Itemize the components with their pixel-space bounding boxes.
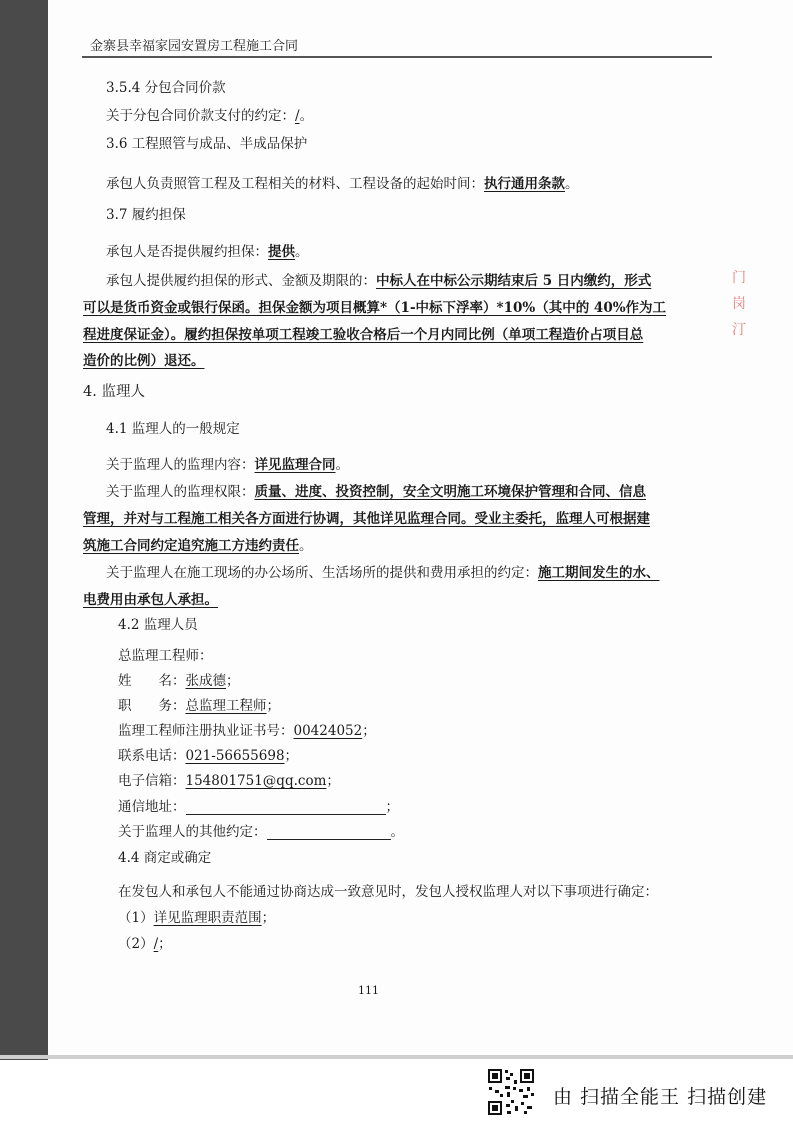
- email-line: 电子信箱：154801751@qq.com；: [118, 773, 340, 789]
- label: 关于分包合同价款支付的约定：: [106, 108, 295, 124]
- guarantee-form-line-1: 承包人提供履约担保的形式、金额及期限的：中标人在中标公示期结束后 5 日内缴约，形式: [106, 273, 652, 289]
- determination-intro: 在发包人和承包人不能通过协商达成一致意见时，发包人授权监理人对以下事项进行确定：: [118, 884, 658, 900]
- value: 施工期间发生的水、: [538, 565, 660, 581]
- value: 详见监理职责范围: [153, 910, 262, 926]
- seal-stamp: 门 岗 汀: [732, 270, 746, 338]
- care-start-line: 承包人负责照管工程及工程相关的材料、工程设备的起始时间：执行通用条款。: [106, 176, 579, 192]
- page-number: 111: [358, 984, 379, 997]
- section-3-5-4-heading: 3.5.4 分包合同价款: [106, 80, 226, 96]
- supervision-authority-line-3: 筑施工合同约定追究施工方违约责任。: [83, 538, 313, 554]
- value: 张成德: [185, 673, 226, 689]
- section-4-4-heading: 4.4 商定或确定: [118, 850, 212, 866]
- section-3-6-heading: 3.6 工程照管与成品、半成品保护: [106, 136, 308, 152]
- value: 00424052: [293, 723, 363, 739]
- scan-shadow: [0, 0, 48, 1060]
- value: 中标人在中标公示期结束后 5 日内缴约，形式: [376, 273, 652, 289]
- qr-code-icon: [487, 1068, 535, 1116]
- value: /: [295, 108, 300, 124]
- other-agreement-line: 关于监理人的其他约定： 。: [118, 824, 404, 840]
- guarantee-form-line-2: 可以是货币资金或银行保函。担保金额为项目概算*（1-中标下浮率）*10%（其中的 40%作为工: [83, 300, 667, 316]
- phone-line: 联系电话：021-56655698；: [118, 748, 299, 764]
- value: 质量、进度、投资控制，安全文明施工环境保护管理和合同、信息: [254, 484, 646, 500]
- value: 执行通用条款: [484, 176, 565, 192]
- certificate-line: 监理工程师注册执业证书号：00424052；: [118, 723, 376, 739]
- scan-shadow-bottom: [0, 1055, 793, 1059]
- value: /: [153, 936, 159, 952]
- supervision-authority-line-1: 关于监理人的监理权限：质量、进度、投资控制，安全文明施工环境保护管理和合同、信息: [106, 484, 646, 500]
- value: 详见监理合同: [254, 457, 336, 473]
- address-line: 通信地址： ；: [118, 799, 399, 815]
- scan-credit-text: 由 扫描全能王 扫描创建: [553, 1086, 768, 1108]
- supervision-authority-line-2: 管理，并对与工程施工相关各方面进行协调，其他详见监理合同。受业主委托，监理人可根据建: [83, 511, 650, 527]
- value: 提供: [268, 244, 295, 260]
- name-line: 姓 名：张成德；: [118, 673, 240, 689]
- guarantee-form-line-4: 造价的比例）退还。: [83, 353, 205, 369]
- guarantee-provided-line: 承包人是否提供履约担保：提供。: [106, 244, 309, 260]
- office-arrangement-line-2: 电费用由承包人承担。: [83, 592, 218, 608]
- header-rule: [82, 56, 712, 58]
- position-line: 职 务：总监理工程师；: [118, 698, 280, 714]
- document-header: 金寨县幸福家园安置房工程施工合同: [90, 39, 299, 54]
- other-agreement-blank: [267, 825, 391, 840]
- determination-item-1: （1）详见监理职责范围；: [118, 910, 276, 926]
- section-4-2-heading: 4.2 监理人员: [118, 617, 198, 633]
- office-arrangement-line-1: 关于监理人在施工现场的办公场所、生活场所的提供和费用承担的约定：施工期间发生的水、: [106, 565, 660, 581]
- determination-item-2: （2）/；: [118, 936, 172, 952]
- address-blank: [186, 800, 386, 815]
- supervision-content-line: 关于监理人的监理内容：详见监理合同。: [106, 457, 349, 473]
- section-3-7-heading: 3.7 履约担保: [106, 207, 186, 223]
- subcontract-payment-line: 关于分包合同价款支付的约定：/。: [106, 108, 314, 124]
- value: 154801751@qq.com: [185, 773, 327, 789]
- value: 021-56655698: [185, 748, 285, 764]
- chief-engineer-label: 总监理工程师：: [118, 648, 213, 664]
- section-4-heading: 4. 监理人: [83, 384, 145, 400]
- guarantee-form-line-3: 程进度保证金）。履约担保按单项工程竣工验收合格后一个月内同比例（单项工程造价占项目总: [83, 327, 644, 343]
- value: 总监理工程师: [185, 698, 267, 714]
- section-4-1-heading: 4.1 监理人的一般规定: [106, 421, 240, 437]
